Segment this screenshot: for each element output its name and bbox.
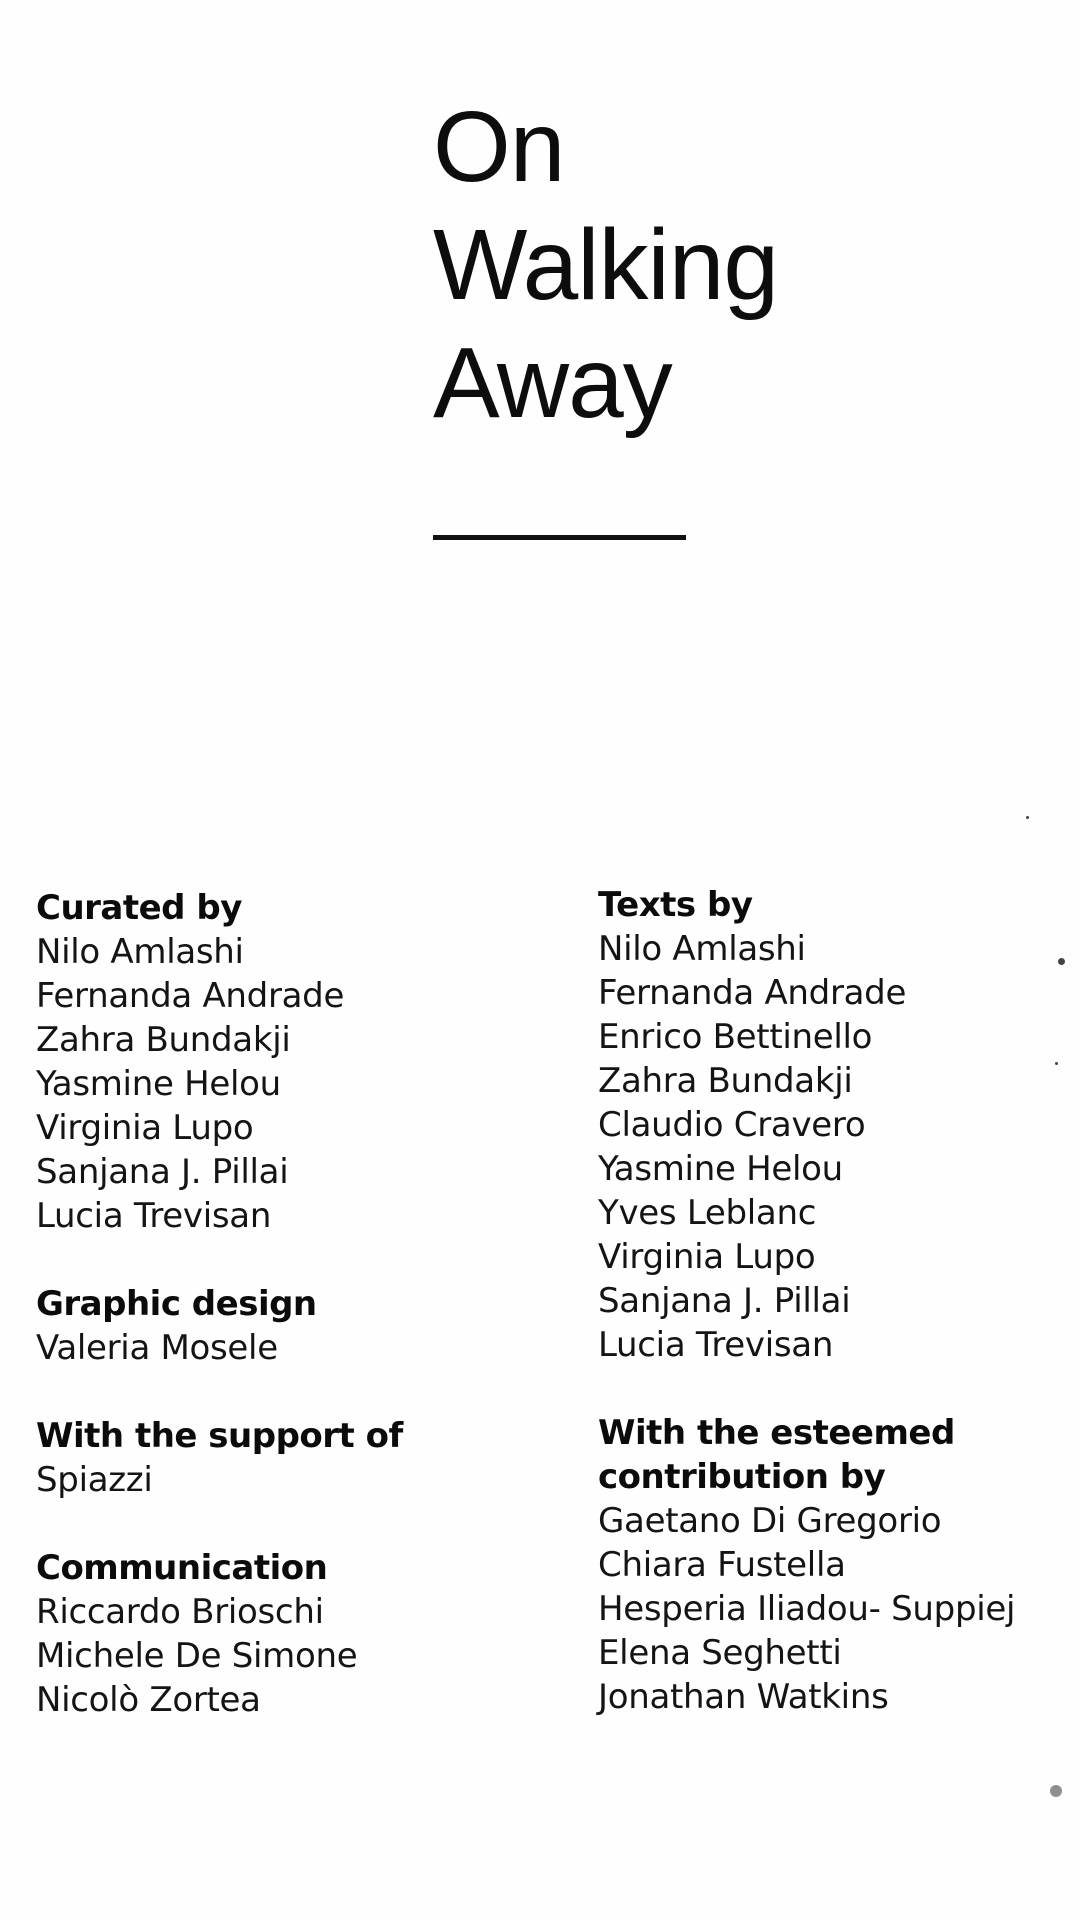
credits-section-contribution: [598, 1411, 1068, 1719]
title-divider: [433, 535, 686, 540]
credits-section-texts: [598, 883, 1068, 1367]
credit-name: Valeria Mosele: [36, 1328, 278, 1368]
credit-name: Zahra Bundakji: [598, 1061, 853, 1101]
credit-name: Fernanda Andrade: [598, 973, 907, 1013]
title-line: Walking: [433, 209, 778, 321]
title-line: Away: [433, 327, 672, 439]
title-block: [433, 88, 778, 442]
scan-speck: [1026, 816, 1029, 819]
credit-name: Riccardo Brioschi: [36, 1592, 324, 1632]
credit-name: Sanjana J. Pillai: [36, 1152, 289, 1192]
credit-name: Nicolò Zortea: [36, 1680, 261, 1720]
credits-section-curated: [36, 886, 556, 1238]
credit-name: Lucia Trevisan: [598, 1325, 834, 1365]
scan-speck: [1058, 958, 1065, 965]
title-line: On: [433, 91, 565, 203]
credit-name: Lucia Trevisan: [36, 1196, 272, 1236]
section-heading: Texts by: [598, 885, 753, 925]
section-heading: contribution by: [598, 1457, 886, 1497]
credit-name: Virginia Lupo: [36, 1108, 254, 1148]
credits-left-column: [36, 886, 556, 1766]
credit-name: Nilo Amlashi: [36, 932, 244, 972]
credit-name: Jonathan Watkins: [598, 1677, 889, 1717]
credits-section-support: [36, 1414, 556, 1502]
credit-name: Elena Seghetti: [598, 1633, 842, 1673]
credit-name: Gaetano Di Gregorio: [598, 1501, 942, 1541]
credit-name: Yasmine Helou: [598, 1149, 843, 1189]
credit-name: Zahra Bundakji: [36, 1020, 291, 1060]
credit-name: Virginia Lupo: [598, 1237, 816, 1277]
credit-name: Fernanda Andrade: [36, 976, 345, 1016]
credit-name: Chiara Fustella: [598, 1545, 846, 1585]
section-heading: With the esteemed: [598, 1413, 955, 1453]
credit-name: Sanjana J. Pillai: [598, 1281, 851, 1321]
credit-name: Yves Leblanc: [598, 1193, 817, 1233]
section-heading: With the support of: [36, 1416, 403, 1456]
section-heading: Curated by: [36, 888, 242, 928]
credits-section-graphic-design: [36, 1282, 556, 1370]
credit-name: Hesperia Iliadou- Suppiej: [598, 1589, 1016, 1629]
credit-name: Spiazzi: [36, 1460, 153, 1500]
credits-section-communication: [36, 1546, 556, 1722]
scan-speck: [1050, 1785, 1062, 1797]
section-heading: Communication: [36, 1548, 328, 1588]
credit-name: Enrico Bettinello: [598, 1017, 873, 1057]
credit-name: Yasmine Helou: [36, 1064, 281, 1104]
scan-speck: [1055, 1062, 1058, 1065]
credits-right-column: [598, 883, 1068, 1763]
credit-name: Nilo Amlashi: [598, 929, 806, 969]
section-heading: Graphic design: [36, 1284, 317, 1324]
credit-name: Michele De Simone: [36, 1636, 358, 1676]
credit-name: Claudio Cravero: [598, 1105, 866, 1145]
